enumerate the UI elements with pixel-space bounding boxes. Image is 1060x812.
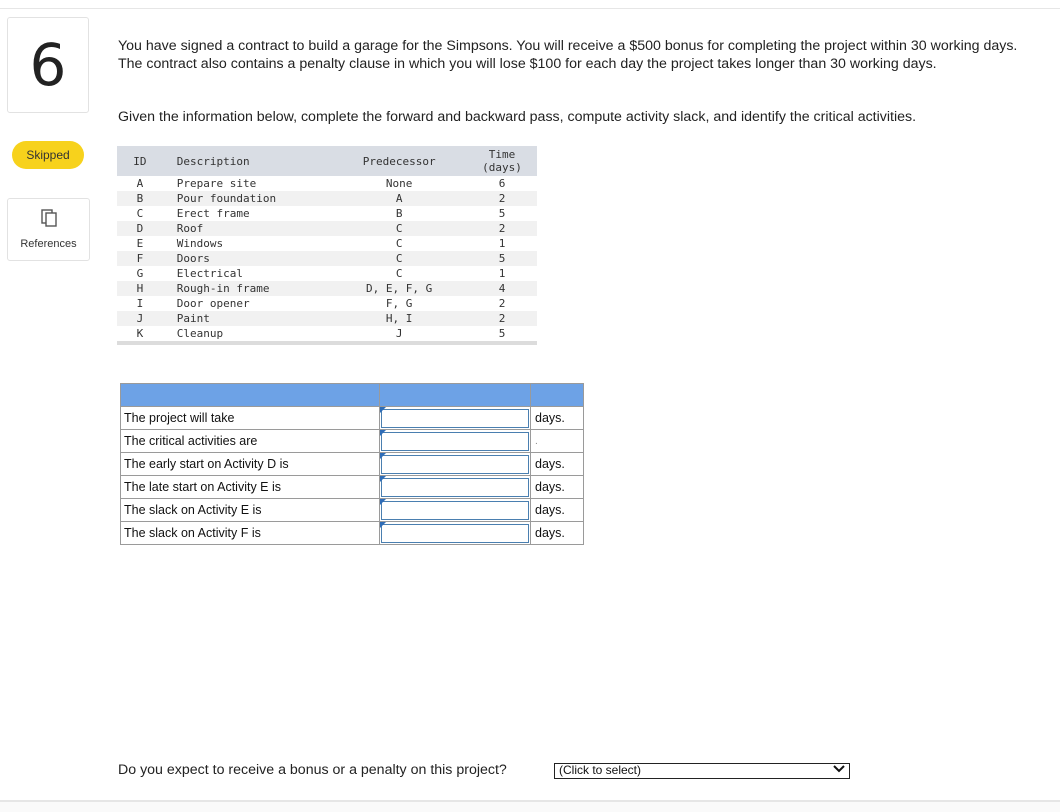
cell-time: 6 bbox=[498, 177, 506, 190]
flag-icon bbox=[380, 407, 386, 413]
cell-time: 5 bbox=[467, 251, 537, 266]
cell-id: G bbox=[136, 267, 144, 280]
answer-label: The late start on Activity E is bbox=[121, 476, 380, 499]
flag-icon bbox=[380, 522, 386, 528]
table-row bbox=[117, 191, 537, 206]
flag-icon bbox=[380, 499, 386, 505]
cell-predecessor: None bbox=[385, 177, 413, 190]
cell-id: D bbox=[117, 221, 163, 236]
answer-row bbox=[121, 522, 584, 545]
cell-predecessor: A bbox=[331, 191, 467, 206]
cell-description: Electrical bbox=[176, 267, 244, 280]
references-button[interactable] bbox=[7, 198, 90, 261]
cell-id: F bbox=[117, 251, 163, 266]
answer-row bbox=[121, 407, 584, 430]
answer-input-cell bbox=[380, 522, 531, 545]
cell-predecessor: B bbox=[395, 207, 403, 220]
table-row bbox=[117, 176, 537, 191]
answer-unit: days. bbox=[531, 453, 584, 476]
question-prompt: You have signed a contract to build a garage for the Simpsons. You will receive a $500 bonus for completing the project within 30 working days. The contract also contains a penalty clause in which you will lose $100 for each day the project takes longer than 30 working days. bbox=[118, 38, 1018, 72]
header-time bbox=[467, 146, 537, 176]
cell-description: Paint bbox=[163, 311, 331, 326]
cell-time: 5 bbox=[498, 207, 506, 220]
cell-description: Cleanup bbox=[163, 326, 331, 343]
header-time-line1: Time bbox=[488, 148, 516, 161]
table-row bbox=[117, 206, 537, 221]
header-description: Description bbox=[163, 146, 331, 176]
header-cell bbox=[380, 384, 531, 407]
slack-e-input[interactable] bbox=[381, 501, 529, 520]
answer-row bbox=[121, 453, 584, 476]
cell-id: J bbox=[117, 311, 163, 326]
cell-time: 5 bbox=[467, 326, 537, 343]
references-label: References bbox=[20, 238, 77, 250]
cell-description: Roof bbox=[163, 221, 331, 236]
answer-table bbox=[120, 383, 584, 545]
cell-time: 2 bbox=[467, 191, 537, 206]
cell-time: 1 bbox=[498, 237, 506, 250]
bottom-divider bbox=[0, 800, 1060, 812]
skipped-badge bbox=[12, 141, 84, 169]
cell-description: Doors bbox=[163, 251, 331, 266]
answer-unit: days. bbox=[531, 407, 584, 430]
cell-description: Prepare site bbox=[176, 177, 257, 190]
answer-unit: . bbox=[531, 430, 584, 453]
cell-predecessor: C bbox=[395, 267, 403, 280]
answer-row bbox=[121, 499, 584, 522]
question-number-box bbox=[7, 17, 89, 113]
cell-id: I bbox=[136, 297, 144, 310]
cell-predecessor: J bbox=[331, 326, 467, 343]
cell-description: Rough-in frame bbox=[163, 281, 331, 296]
bonus-penalty-select[interactable] bbox=[554, 763, 850, 779]
flag-icon bbox=[380, 453, 386, 459]
answer-input-cell bbox=[380, 430, 531, 453]
flag-icon bbox=[380, 476, 386, 482]
cell-predecessor: H, I bbox=[331, 311, 467, 326]
book-icon bbox=[41, 209, 57, 232]
table-row bbox=[117, 251, 537, 266]
table-row bbox=[117, 311, 537, 326]
top-divider bbox=[0, 0, 1060, 9]
table-row bbox=[117, 281, 537, 296]
answer-input-cell bbox=[380, 476, 531, 499]
cell-id: C bbox=[136, 207, 144, 220]
select-value: (Click to select) bbox=[559, 763, 642, 777]
answer-unit: days. bbox=[531, 499, 584, 522]
table-row bbox=[117, 236, 537, 251]
answer-row bbox=[121, 430, 584, 453]
activity-table-header bbox=[117, 146, 537, 176]
cell-predecessor: D, E, F, G bbox=[331, 281, 467, 296]
cell-id: E bbox=[136, 237, 144, 250]
header-cell bbox=[121, 384, 380, 407]
answer-label: The slack on Activity F is bbox=[121, 522, 380, 545]
project-duration-input[interactable] bbox=[381, 409, 529, 428]
answer-table-header bbox=[121, 384, 584, 407]
cell-id: B bbox=[117, 191, 163, 206]
table-row bbox=[117, 326, 537, 343]
cell-id: K bbox=[117, 326, 163, 343]
cell-predecessor: F, G bbox=[385, 297, 413, 310]
header-id: ID bbox=[117, 146, 163, 176]
cell-description: Erect frame bbox=[176, 207, 250, 220]
header-cell bbox=[531, 384, 584, 407]
table-row bbox=[117, 296, 537, 311]
header-predecessor: Predecessor bbox=[331, 146, 467, 176]
cell-predecessor: C bbox=[331, 221, 467, 236]
cell-id: H bbox=[117, 281, 163, 296]
cell-predecessor: C bbox=[395, 237, 403, 250]
early-start-d-input[interactable] bbox=[381, 455, 529, 474]
late-start-e-input[interactable] bbox=[381, 478, 529, 497]
answer-input-cell bbox=[380, 453, 531, 476]
header-time-line2: (days) bbox=[482, 161, 522, 174]
slack-f-input[interactable] bbox=[381, 524, 529, 543]
cell-description: Windows bbox=[176, 237, 224, 250]
cell-time: 2 bbox=[467, 221, 537, 236]
cell-predecessor: C bbox=[331, 251, 467, 266]
table-row bbox=[117, 266, 537, 281]
skipped-label: Skipped bbox=[26, 148, 70, 162]
answer-unit: days. bbox=[531, 476, 584, 499]
critical-activities-input[interactable] bbox=[381, 432, 529, 451]
question-instructions: Given the information below, complete the forward and backward pass, compute activity slack, and identify the critical activities. bbox=[118, 109, 917, 125]
table-row bbox=[117, 221, 537, 236]
question-number: 6 bbox=[29, 31, 67, 99]
answer-unit: days. bbox=[531, 522, 584, 545]
answer-label: The early start on Activity D is bbox=[121, 453, 380, 476]
cell-time: 2 bbox=[498, 297, 506, 310]
answer-input-cell bbox=[380, 407, 531, 430]
answer-label: The critical activities are bbox=[121, 430, 380, 453]
answer-label: The project will take bbox=[121, 407, 380, 430]
cell-description: Pour foundation bbox=[163, 191, 331, 206]
answer-label: The slack on Activity E is bbox=[121, 499, 380, 522]
answer-row bbox=[121, 476, 584, 499]
flag-icon bbox=[380, 430, 386, 436]
chevron-down-icon bbox=[833, 764, 845, 777]
answer-input-cell bbox=[380, 499, 531, 522]
cell-time: 4 bbox=[467, 281, 537, 296]
cell-time: 1 bbox=[498, 267, 506, 280]
activity-table bbox=[117, 146, 537, 345]
cell-time: 2 bbox=[467, 311, 537, 326]
bonus-penalty-question: Do you expect to receive a bonus or a penalty on this project? bbox=[118, 762, 507, 778]
cell-id: A bbox=[136, 177, 144, 190]
cell-description: Door opener bbox=[176, 297, 250, 310]
